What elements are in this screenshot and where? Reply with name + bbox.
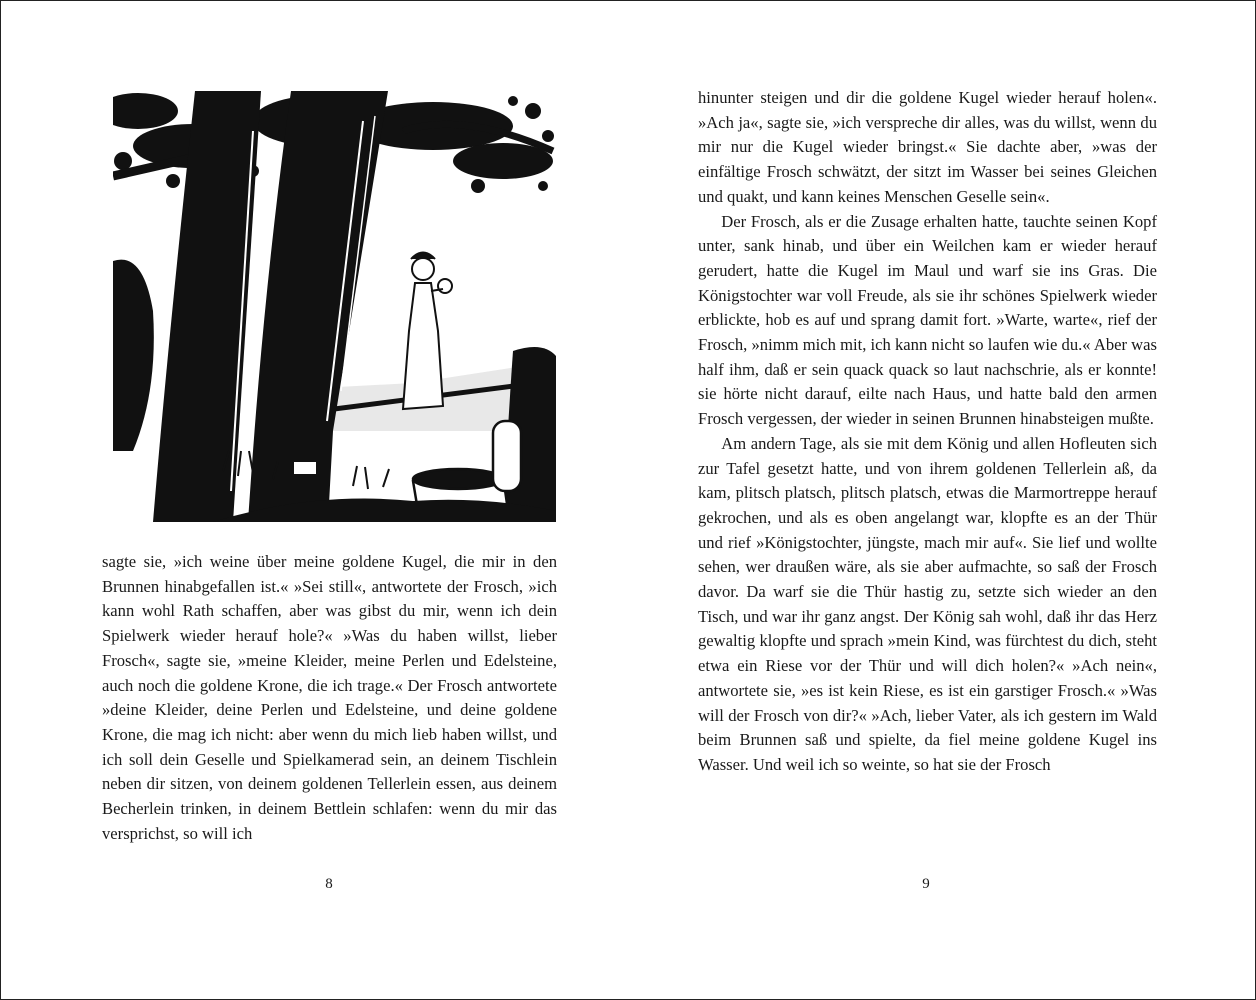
page-number-right: 9 xyxy=(922,876,930,892)
paragraph: sagte sie, »ich weine über meine goldene Kugel, die mir in den Brunnen hinabgefallen ist.« »Sei still«, antwortete der Frosch, »ich kann wohl Rath schaffen, aber was gibst du mir, wenn ich dein Spielwerk wieder herauf hole?« »Was du haben willst, lieber Frosch«, sagte sie, »meine Kleider, meine Perlen und Edelsteine, auch noch die goldene Krone, die ich trage.« Der Frosch antwortete »deine Kleider, deine Perlen und Edelsteine, und deine goldene Krone, die mag ich nicht: aber wenn du mich lieb haben willst, und ich soll dein Geselle und Spielkamerad sein, an deinem Tischlein neben dir sitzen, von deinem goldenen Tellerlein essen, aus deinem Becherlein trinken, in deinem Bettlein schlafen: wenn du mir das versprichst, so will ich xyxy=(102,552,557,843)
page-number-left: 8 xyxy=(325,876,333,892)
right-page-text xyxy=(698,86,1157,778)
paragraph: hinunter steigen und dir die goldene Kugel wieder herauf holen«. »Ach ja«, sagte sie, »ich verspreche dir alles, was du willst, wenn du mir nur die Kugel wieder bringst.« Sie dachte aber, »was der einfältige Frosch schwätzt, der sitzt im Wasser bei seines Gleichen und quakt, und kann keines Menschen Geselle sein«. xyxy=(698,88,1157,206)
left-page-text xyxy=(102,550,557,846)
paragraph: Am andern Tage, als sie mit dem König und allen Hofleuten sich zur Tafel gesetzt hatte, und von ihrem goldenen Tellerlein aß, da kam, plitsch platsch, plitsch platsch, etwas die Marmortreppe herauf gekrochen, und als es oben angelangt war, klopfte es an der Thür und rief »Königstochter, jüngste, mach mir auf«. Sie lief und wollte sehen, wer draußen wäre, als sie aber aufmachte, so saß der Frosch davor. Da warf sie die Thür hastig zu, setzte sich wieder an den Tisch, und war ihr ganz angst. Der König sah wohl, daß ihr das Herz gewaltig klopfte und sprach »mein Kind, was fürchtest du dich, steht etwa ein Riese vor der Thür und will dich holen?« »Ach nein«, antwortete sie, »es ist kein Riese, es ist ein garstiger Frosch.« »Was will der Frosch von dir?« »Ach, lieber Vater, als ich gestern im Wald beim Brunnen saß und spielte, da fiel meine goldene Kugel ins Wasser. Und weil ich so weinte, so hat sie der Frosch xyxy=(698,433,1157,774)
frog-princess-illustration xyxy=(113,91,556,522)
paragraph: Der Frosch, als er die Zusage erhalten hatte, tauchte seinen Kopf unter, sank hinab, und über ein Weilchen kam er wieder herauf gerudert, hatte die Kugel im Maul und warf sie ins Gras. Die Königstochter war voll Freude, als sie ihr schönes Spielwerk wieder erblickte, hob es auf und sprang damit fort. »Warte, warte«, rief der Frosch, »nimm mich mit, ich kann nicht so laufen wie du.« Aber was half ihm, daß er sein quack quack so laut nachschrie, als er konnte! sie hörte nicht darauf, eilte nach Haus, und hatte bald den armen Frosch vergessen, der wieder in seinen Brunnen hinabsteigen mußte. xyxy=(698,211,1157,429)
right-page xyxy=(628,0,1256,1000)
